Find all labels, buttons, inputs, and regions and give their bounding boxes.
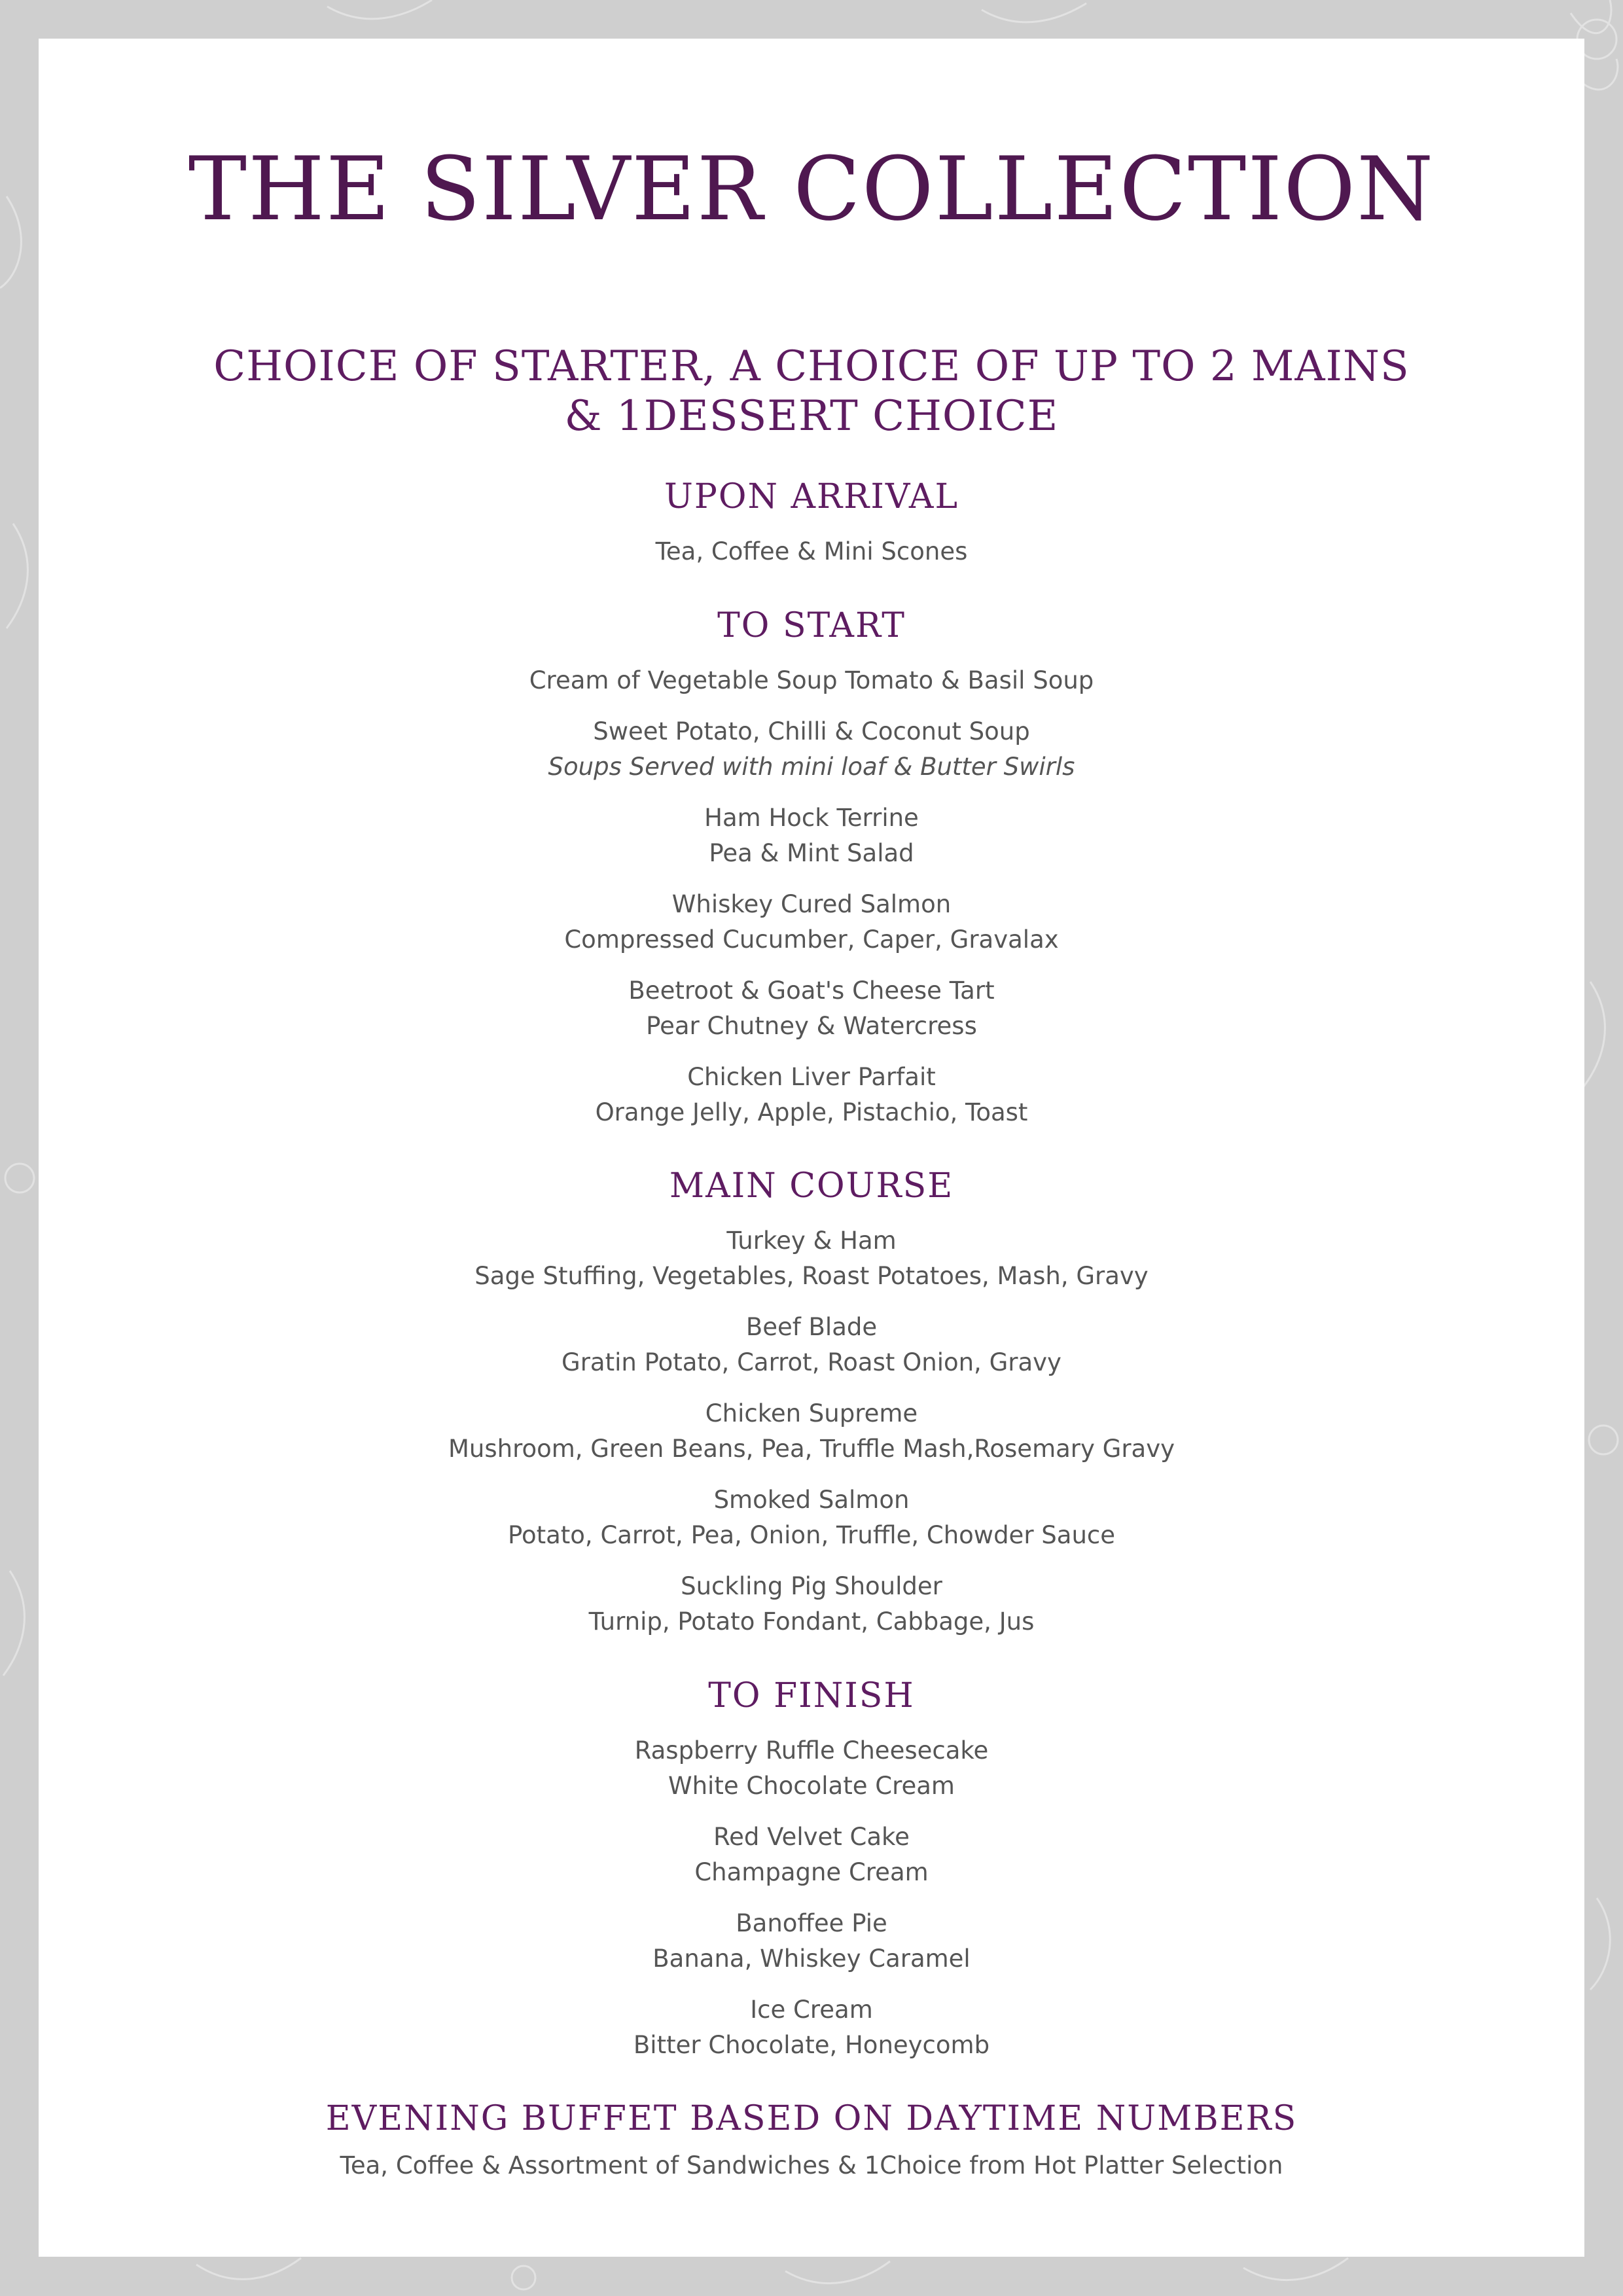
dessert-description: White Chocolate Cream [668, 1772, 955, 1800]
dessert-item: Raspberry Ruffle Cheesecake [634, 1736, 989, 1765]
dessert-description: Banana, Whiskey Caramel [652, 1945, 971, 1973]
starter-description: Compressed Cucumber, Caper, Gravalax [564, 925, 1059, 954]
arrival-text: Tea, Coffee & Mini Scones [655, 537, 968, 565]
main-description: Turnip, Potato Fondant, Cabbage, Jus [588, 1607, 1035, 1636]
starter-item: Ham Hock Terrine [704, 804, 919, 832]
starter-description: Pea & Mint Salad [709, 839, 914, 867]
buffet-text: Tea, Coffee & Assortment of Sandwiches & 1Choice from Hot Platter Selection [340, 2151, 1283, 2179]
menu-sheet [39, 39, 1584, 2257]
mains-heading: MAIN COURSE [669, 1166, 954, 1206]
main-description: Potato, Carrot, Pea, Onion, Truffle, Chowder Sauce [507, 1521, 1116, 1549]
arrival-heading: UPON ARRIVAL [664, 477, 959, 516]
main-item: Beef Blade [745, 1313, 878, 1341]
starter-item: Chicken Liver Parfait [687, 1063, 936, 1091]
main-description: Mushroom, Green Beans, Pea, Truffle Mash,Rosemary Gravy [448, 1435, 1175, 1463]
main-item: Turkey & Ham [726, 1227, 897, 1255]
dessert-item: Banoffee Pie [736, 1909, 887, 1937]
starter-item: Sweet Potato, Chilli & Coconut Soup [593, 717, 1030, 745]
starters-heading: TO START [717, 606, 906, 645]
dessert-item: Red Velvet Cake [713, 1823, 910, 1851]
dessert-description: Bitter Chocolate, Honeycomb [633, 2031, 990, 2059]
subtitle-line-2: & 1DESSERT CHOICE [564, 392, 1059, 440]
main-item: Chicken Supreme [705, 1399, 918, 1427]
subtitle-line-1: CHOICE OF STARTER, A CHOICE OF UP TO 2 MAINS [213, 342, 1410, 391]
buffet-heading: EVENING BUFFET BASED ON DAYTIME NUMBERS [325, 2099, 1298, 2138]
starter-description: Pear Chutney & Watercress [646, 1012, 977, 1040]
starter-note: Soups Served with mini loaf & Butter Swirls [548, 753, 1075, 781]
starter-description: Orange Jelly, Apple, Pistachio, Toast [595, 1098, 1028, 1126]
main-description: Sage Stuffing, Vegetables, Roast Potatoes, Mash, Gravy [474, 1262, 1149, 1290]
main-item: Smoked Salmon [713, 1486, 910, 1514]
desserts-heading: TO FINISH [708, 1676, 915, 1715]
starter-item: Cream of Vegetable Soup Tomato & Basil Soup [529, 666, 1094, 694]
main-item: Suckling Pig Shoulder [681, 1572, 942, 1600]
dessert-description: Champagne Cream [694, 1858, 929, 1886]
page-title: THE SILVER COLLECTION [188, 138, 1435, 240]
starter-item: Beetroot & Goat's Cheese Tart [628, 977, 995, 1005]
main-description: Gratin Potato, Carrot, Roast Onion, Gravy [562, 1348, 1061, 1376]
menu-subtitle [39, 342, 1584, 441]
dessert-item: Ice Cream [750, 1996, 873, 2024]
starter-item: Whiskey Cured Salmon [671, 890, 952, 918]
